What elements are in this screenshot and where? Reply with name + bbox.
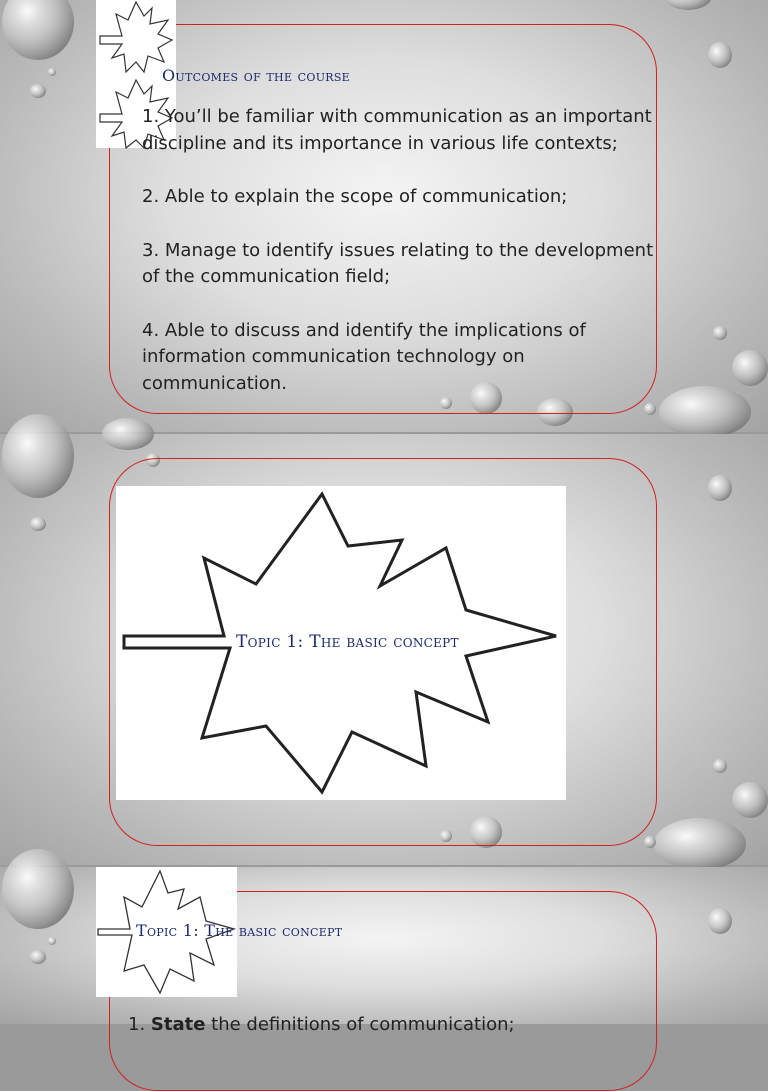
water-drop-icon — [708, 475, 732, 501]
maple-leaf-image — [116, 486, 566, 800]
slide-outcomes — [0, 0, 768, 432]
water-drop-icon — [2, 0, 74, 60]
outcomes-list — [142, 104, 658, 424]
objective-text: the definitions of communication; — [205, 1014, 515, 1035]
slide-topic-objectives — [0, 867, 768, 1035]
objective-item-1 — [128, 1012, 648, 1039]
objective-verb: State — [150, 1014, 206, 1035]
water-drop-icon — [2, 414, 74, 498]
water-drop-icon — [30, 950, 46, 964]
water-drop-icon — [713, 326, 727, 340]
water-drop-icon — [713, 759, 727, 773]
outcome-item-3: 3. Manage to identify issues relating to the development of the communication field; — [142, 239, 654, 287]
outcome-item-1: 1. You’ll be familiar with communication as an important discipline and its importance in various life contexts; — [142, 106, 652, 154]
water-drop-icon — [30, 517, 46, 531]
water-drop-icon — [30, 84, 46, 98]
slide-title: Outcomes of the course — [162, 66, 351, 85]
objective-number: 1. — [128, 1014, 151, 1035]
water-drop-icon — [708, 42, 732, 68]
outcome-item-4: 4. Able to discuss and identify the implications of information communication technology on communication. — [142, 319, 586, 394]
water-drop-icon — [2, 849, 74, 929]
slide-title: Topic 1: The basic concept — [136, 921, 343, 940]
outcome-item-2: 2. Able to explain the scope of communication; — [142, 186, 568, 207]
water-drop-icon — [654, 818, 746, 870]
water-drop-icon — [732, 782, 768, 818]
slide-title: Topic 1: The basic concept — [236, 632, 459, 652]
water-drop-icon — [48, 68, 56, 76]
water-drop-icon — [644, 836, 656, 848]
water-drop-icon — [708, 908, 732, 934]
water-drop-icon — [664, 0, 712, 10]
water-drop-icon — [48, 937, 56, 945]
water-drop-icon — [732, 350, 768, 386]
slide-topic-title — [0, 434, 768, 865]
water-drop-icon — [659, 386, 751, 438]
water-drop-icon — [102, 418, 154, 450]
